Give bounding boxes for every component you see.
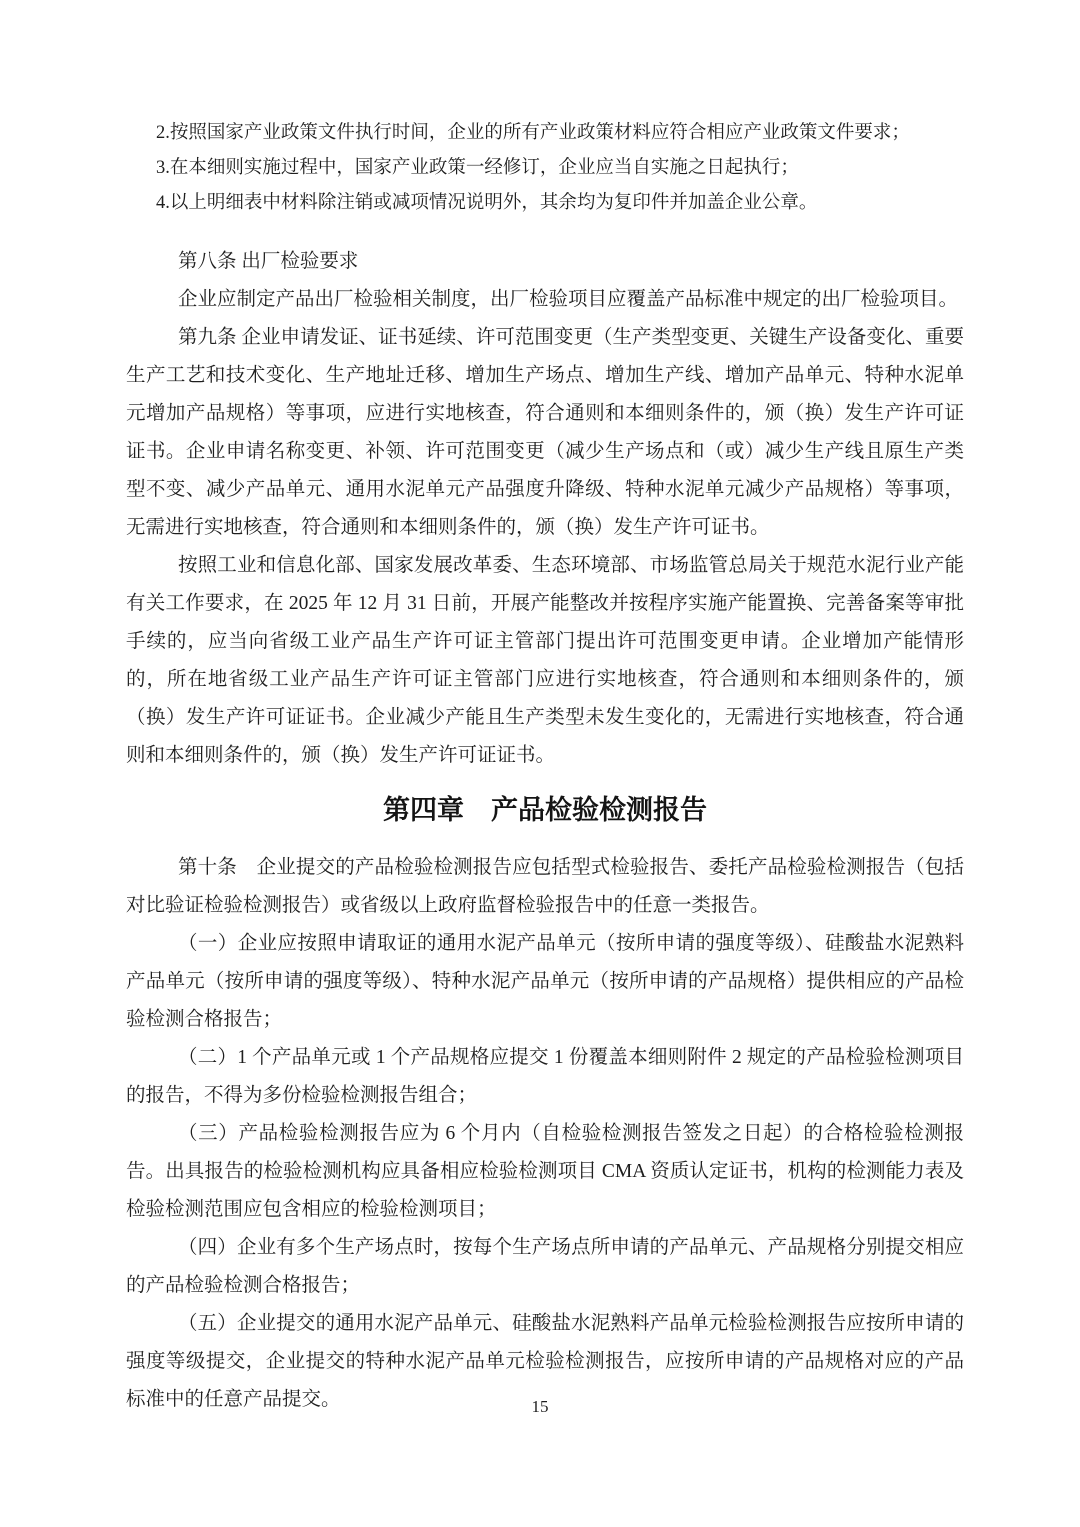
notes-block: [126, 116, 964, 221]
article-10-item-1: （一）企业应按照申请取证的通用水泥产品单元（按所申请的强度等级）、硅酸盐水泥熟料产品单元（按所申请的强度等级）、特种水泥产品单元（按所申请的产品规格）提供相应的产品检验检测合格报告；: [126, 933, 964, 1030]
article-10-item-2: （二）1 个产品单元或 1 个产品规格应提交 1 份覆盖本细则附件 2 规定的产品检验检测项目的报告，不得为多份检验检测报告组合；: [126, 1047, 964, 1106]
note-item-4: 4.以上明细表中材料除注销或减项情况说明外，其余均为复印件并加盖企业公章。: [156, 193, 818, 213]
article-10-item-3: （三）产品检验检测报告应为 6 个月内（自检验检测报告签发之日起）的合格检验检测报告。出具报告的检验检测机构应具备相应检验检测项目 CMA 资质认定证书，机构的检测能力表及检验检测范围应包含相应的检验检测项目；: [126, 1123, 964, 1220]
capacity-requirements-paragraph: 按照工业和信息化部、国家发展改革委、生态环境部、市场监管总局关于规范水泥行业产能有关工作要求，在 2025 年 12 月 31 日前，开展产能整改并按程序实施产能置换、完善备案等审批手续的，应当向省级工业产品生产许可证主管部门提出许可范围变更申请。企业增加产能情形的，所在地省级工业产品生产许可证主管部门应进行实地核查，符合通则和本细则条件的，颁（换）发生产许可证证书。企业减少产能且生产类型未发生变化的，无需进行实地核查，符合通则和本细则条件的，颁（换）发生产许可证证书。: [126, 555, 964, 766]
chapter-4-title: 第四章 产品检验检测报告: [383, 795, 707, 825]
note-item-2: 2.按照国家产业政策文件执行时间，企业的所有产业政策材料应符合相应产业政策文件要求；: [156, 123, 910, 143]
page-number: 15: [531, 1397, 549, 1416]
article-10-item-5: （五）企业提交的通用水泥产品单元、硅酸盐水泥熟料产品单元检验检测报告应按所申请的强度等级提交，企业提交的特种水泥产品单元检验检测报告，应按所申请的产品规格对应的产品标准中的任意产品提交。: [126, 1313, 964, 1410]
document-content: [126, 116, 964, 1419]
article-8-heading: 第八条 出厂检验要求: [178, 251, 359, 272]
note-item-3: 3.在本细则实施过程中，国家产业政策一经修订，企业应当自实施之日起执行；: [156, 158, 799, 178]
article-10-intro: 第十条 企业提交的产品检验检测报告应包括型式检验报告、委托产品检验检测报告（包括对比验证检验检测报告）或省级以上政府监督检验报告中的任意一类报告。: [126, 857, 964, 916]
article-8-body: 企业应制定产品出厂检验相关制度，出厂检验项目应覆盖产品标准中规定的出厂检验项目。: [178, 289, 959, 310]
article-9-paragraph: 第九条 企业申请发证、证书延续、许可范围变更（生产类型变更、关键生产设备变化、重要生产工艺和技术变化、生产地址迁移、增加生产场点、增加生产线、增加产品单元、特种水泥单元增加产品规格）等事项，应进行实地核查，符合通则和本细则条件的，颁（换）发生产许可证证书。企业申请名称变更、补领、许可范围变更（减少生产场点和（或）减少生产线且原生产类型不变、减少产品单元、通用水泥单元产品强度升降级、特种水泥单元减少产品规格）等事项，无需进行实地核查，符合通则和本细则条件的，颁（换）发生产许可证书。: [126, 327, 964, 538]
article-10-item-4: （四）企业有多个生产场点时，按每个生产场点所申请的产品单元、产品规格分别提交相应的产品检验检测合格报告；: [126, 1237, 964, 1296]
